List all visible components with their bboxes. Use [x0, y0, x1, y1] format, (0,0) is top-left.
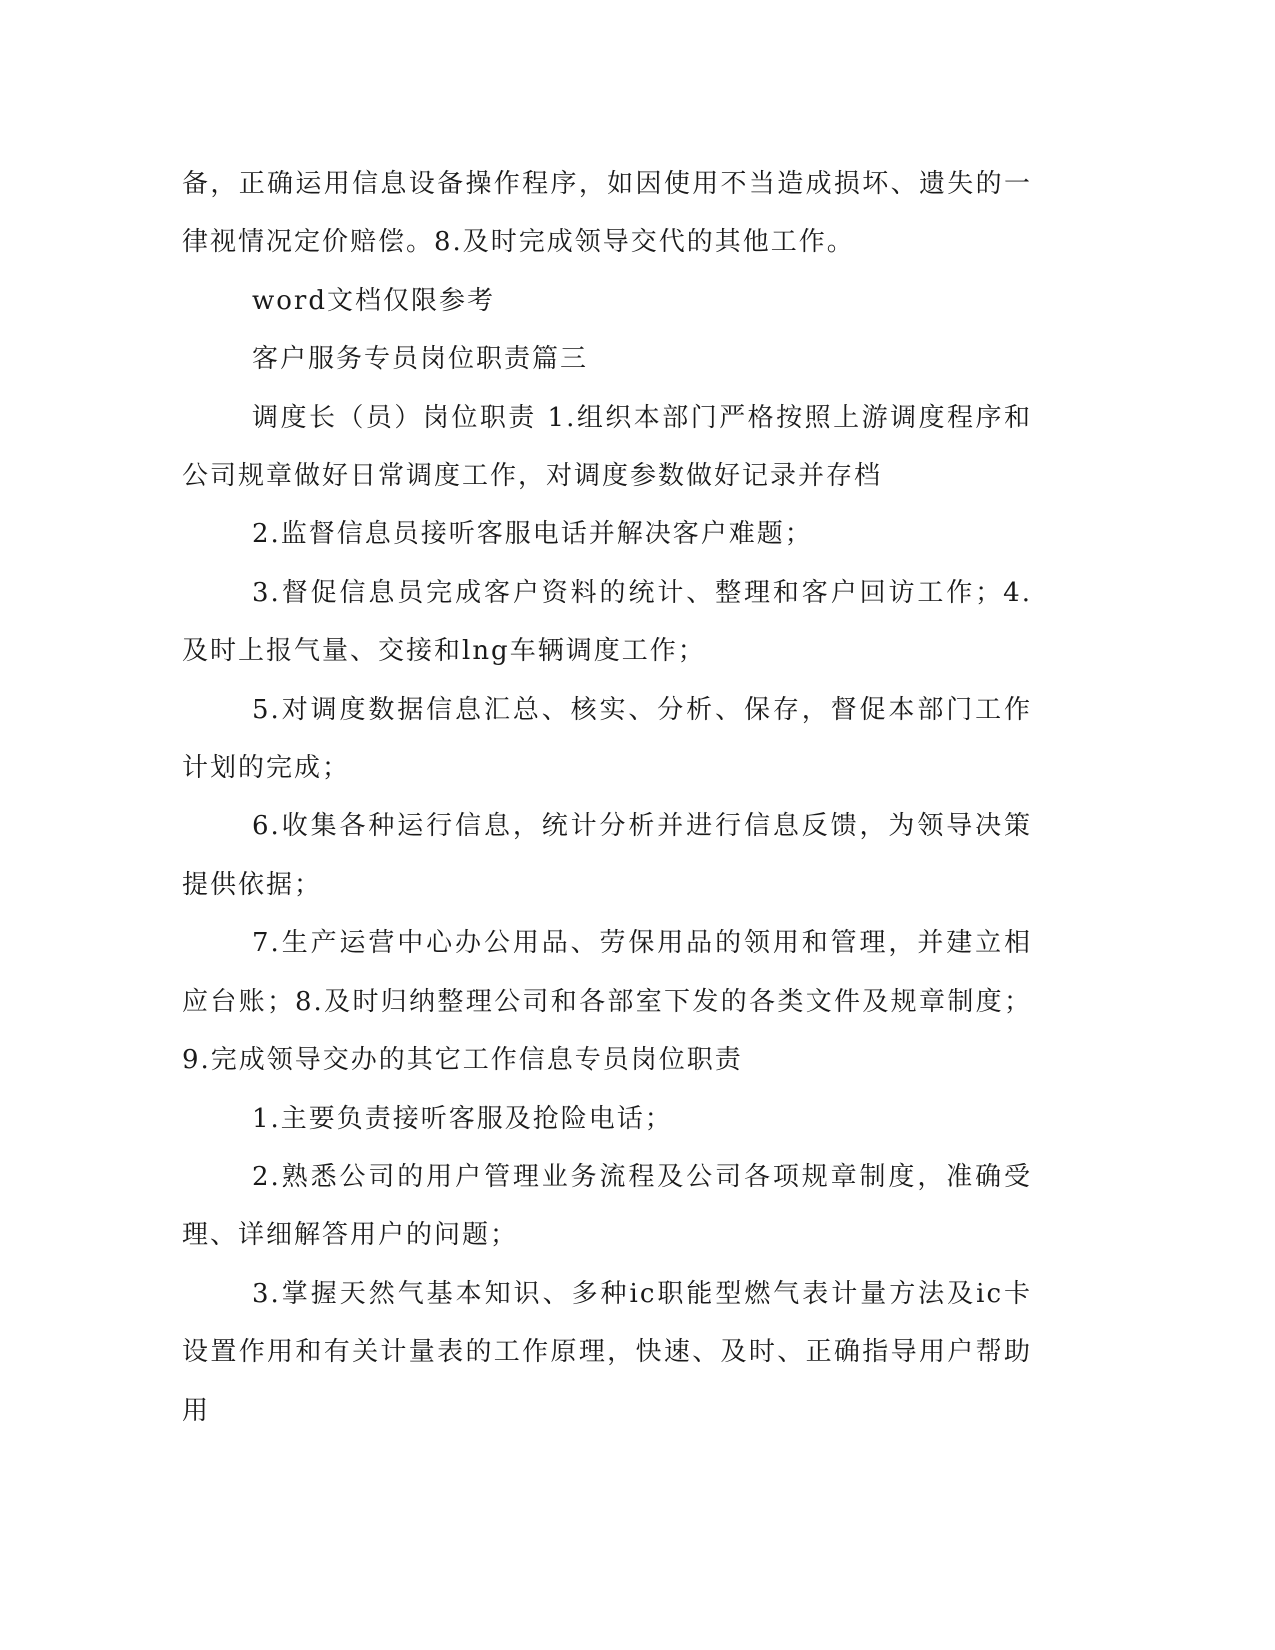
paragraph-dispatcher-duties: 调度长（员）岗位职责 1.组织本部门严格按照上游调度程序和公司规章做好日常调度工作，对调度参数做好记录并存档 — [182, 402, 1032, 492]
paragraph-item: 3.督促信息员完成客户资料的统计、整理和客户回访工作；4.及时上报气量、交接和lng车辆调度工作； — [182, 577, 1032, 667]
paragraph-item: 7.生产运营中心办公用品、劳保用品的领用和管理，并建立相应台账；8.及时归纳整理公司和各部室下发的各类文件及规章制度；9.完成领导交办的其它工作信息专员岗位职责 — [182, 928, 1032, 1076]
document-body — [182, 155, 1032, 1440]
paragraph-watermark-note: word文档仅限参考 — [252, 285, 495, 316]
paragraph-item: 2.熟悉公司的用户管理业务流程及公司各项规章制度，准确受理、详细解答用户的问题； — [182, 1161, 1032, 1251]
paragraph-continuation: 备，正确运用信息设备操作程序，如因使用不当造成损坏、遗失的一律视情况定价赔偿。8.及时完成领导交代的其他工作。 — [182, 169, 1032, 258]
section-heading: 客户服务专员岗位职责篇三 — [252, 344, 589, 375]
paragraph-item: 3.掌握天然气基本知识、多种ic职能型燃气表计量方法及ic卡设置作用和有关计量表的工作原理，快速、及时、正确指导用户帮助用 — [182, 1278, 1032, 1426]
paragraph-item: 6.收集各种运行信息，统计分析并进行信息反馈，为领导决策提供依据； — [182, 811, 1032, 900]
paragraph-item: 1.主要负责接听客服及抢险电话； — [252, 1103, 673, 1134]
paragraph-item: 5.对调度数据信息汇总、核实、分析、保存，督促本部门工作计划的完成； — [182, 694, 1032, 784]
paragraph-item: 2.监督信息员接听客服电话并解决客户难题； — [252, 519, 813, 550]
